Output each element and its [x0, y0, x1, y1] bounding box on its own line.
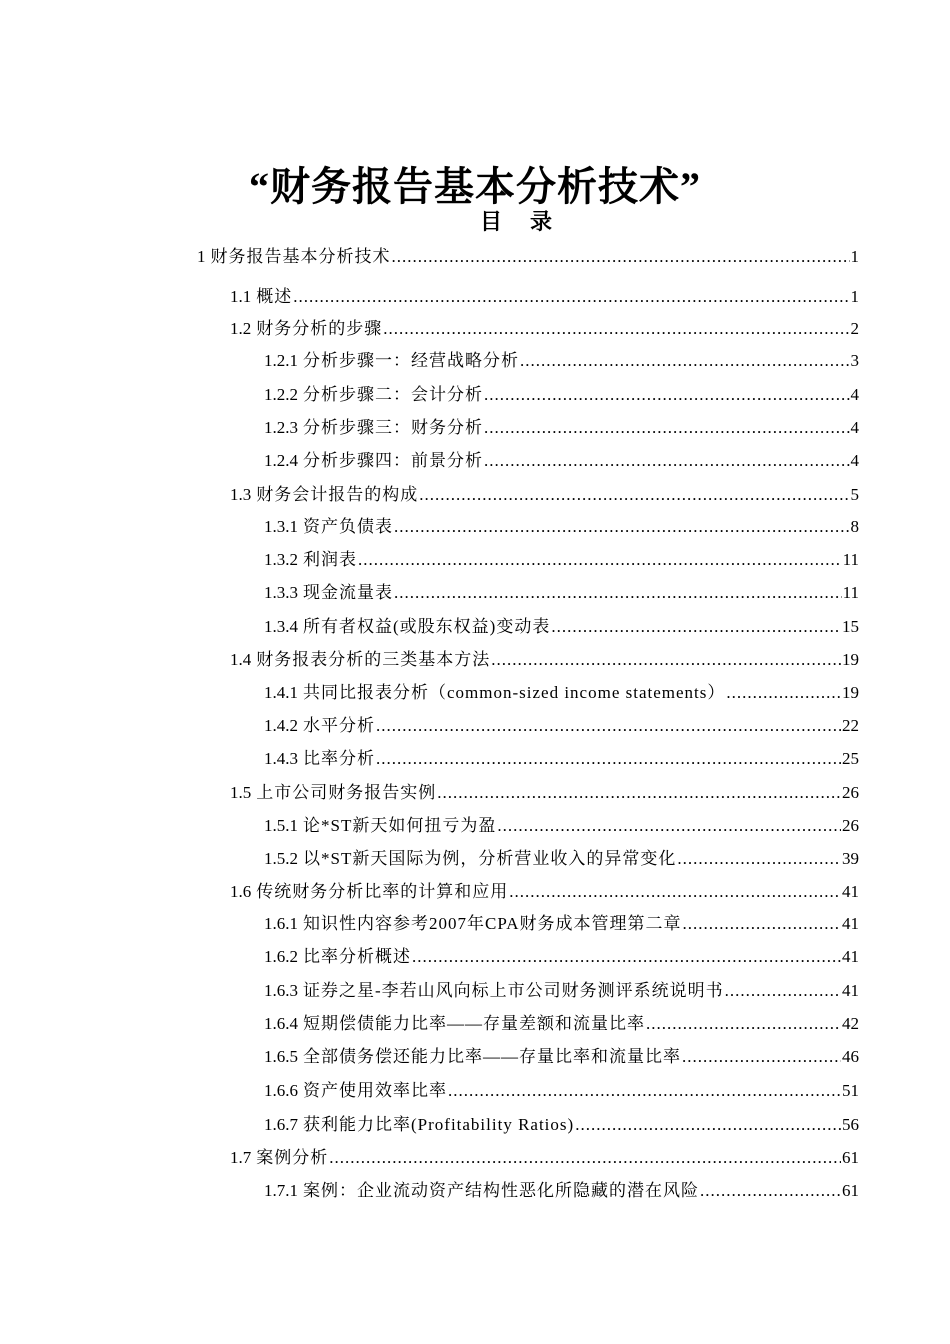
toc-entry-title: 比率分析 [303, 749, 375, 768]
toc-dot-leader [677, 844, 841, 874]
toc-entry[interactable] [264, 446, 859, 476]
toc-entry-number: 1.6.6 [264, 1081, 298, 1100]
toc-entry[interactable] [230, 1143, 859, 1173]
toc-dot-leader [520, 346, 850, 376]
toc-entry-number: 1.7.1 [264, 1181, 298, 1200]
toc-entry-title: 比率分析概述 [303, 947, 411, 966]
toc-entry-title: 财务会计报告的构成 [256, 485, 419, 504]
toc-entry-title: 分析步骤三：财务分析 [303, 418, 483, 437]
toc-dot-leader [419, 480, 849, 510]
toc-entry[interactable] [264, 512, 859, 542]
toc-entry-title: 知识性内容参考2007年CPA财务成本管理第二章 [303, 914, 682, 933]
toc-entry-title: 利润表 [303, 550, 357, 569]
toc-entry[interactable] [264, 1042, 859, 1072]
toc-dot-leader [376, 744, 841, 774]
toc-entry[interactable] [264, 942, 859, 972]
toc-entry-number: 1.3.3 [264, 583, 298, 602]
toc-entry-title: 财务报表分析的三类基本方法 [256, 650, 491, 669]
toc-entry-title: 分析步骤二：会计分析 [303, 385, 483, 404]
toc-dot-leader [484, 380, 850, 410]
toc-entry[interactable] [230, 480, 859, 510]
toc-entry-number: 1.6.2 [264, 947, 298, 966]
document-title: “财务报告基本分析技术” [249, 164, 701, 209]
toc-entry-page-number: 56 [842, 1115, 859, 1134]
toc-entry-page-number: 41 [842, 947, 859, 966]
toc-entry[interactable] [264, 612, 859, 642]
toc-dot-leader [484, 413, 850, 443]
toc-dot-leader [683, 909, 841, 939]
toc-entry-number: 1.4.1 [264, 683, 298, 702]
toc-dot-leader [383, 314, 849, 344]
toc-entry-page-number: 61 [842, 1148, 859, 1167]
toc-entry-title: 资产负债表 [303, 517, 393, 536]
toc-dot-leader [551, 612, 841, 642]
toc-entry-title: 案例分析 [256, 1148, 329, 1167]
toc-entry-title: 所有者权益(或股东权益)变动表 [303, 617, 551, 636]
toc-entry-number: 1.6.5 [264, 1047, 298, 1066]
toc-entry[interactable] [197, 242, 859, 272]
toc-dot-leader [394, 578, 842, 608]
toc-entry-title: 分析步骤一：经营战略分析 [303, 351, 519, 370]
toc-entry-number: 1.2 [230, 319, 252, 338]
toc-entry-page-number: 25 [842, 749, 859, 768]
toc-entry-page-number: 51 [842, 1081, 859, 1100]
toc-entry[interactable] [230, 314, 859, 344]
toc-entry-page-number: 22 [842, 716, 859, 735]
toc-entry[interactable] [230, 645, 859, 675]
toc-entry-page-number: 41 [842, 882, 859, 901]
toc-dot-leader [682, 1042, 841, 1072]
toc-entry-number: 1.6 [230, 882, 252, 901]
toc-dot-leader [394, 512, 850, 542]
toc-entry[interactable] [264, 844, 859, 874]
toc-entry-number: 1.5 [230, 783, 252, 802]
toc-entry[interactable] [264, 909, 859, 939]
toc-entry-title: 获利能力比率(Profitability Ratios) [303, 1115, 575, 1134]
toc-entry-number: 1.4 [230, 650, 252, 669]
toc-dot-leader [726, 678, 841, 708]
toc-entry-title: 财务分析的步骤 [256, 319, 383, 338]
toc-dot-leader [412, 942, 841, 972]
toc-entry[interactable] [264, 811, 859, 841]
toc-entry[interactable] [264, 744, 859, 774]
toc-entry-title: 概述 [256, 287, 293, 306]
toc-entry-number: 1.3.4 [264, 617, 298, 636]
toc-entry-number: 1.6.4 [264, 1014, 298, 1033]
toc-entry-number: 1.5.1 [264, 816, 298, 835]
toc-entry-title: 证券之星-李若山风向标上市公司财务测评系统说明书 [303, 981, 724, 1000]
toc-heading: 目录 [479, 209, 580, 234]
toc-entry-title: 全部债务偿还能力比率——存量比率和流量比率 [303, 1047, 681, 1066]
toc-entry-page-number: 26 [842, 816, 859, 835]
toc-entry[interactable] [264, 413, 859, 443]
toc-entry-number: 1.4.3 [264, 749, 298, 768]
toc-entry-page-number: 2 [850, 319, 859, 338]
toc-entry-page-number: 1 [850, 287, 859, 306]
toc-dot-leader [646, 1009, 841, 1039]
toc-entry-number: 1.3 [230, 485, 252, 504]
toc-entry-page-number: 8 [850, 517, 859, 536]
toc-entry-number: 1.2.4 [264, 451, 298, 470]
toc-dot-leader [497, 811, 841, 841]
toc-dot-leader [575, 1110, 841, 1140]
toc-entry-number: 1 [197, 247, 206, 266]
toc-entry-page-number: 5 [850, 485, 859, 504]
toc-dot-leader [725, 976, 841, 1006]
toc-entry-page-number: 19 [842, 650, 859, 669]
toc-entry-title: 论*ST新天如何扭亏为盈 [303, 816, 497, 835]
toc-entry-page-number: 41 [842, 914, 859, 933]
toc-entry[interactable] [264, 711, 859, 741]
toc-entry[interactable] [264, 1176, 859, 1206]
toc-entry-title: 水平分析 [303, 716, 375, 735]
toc-entry[interactable] [264, 678, 859, 708]
toc-dot-leader [329, 1143, 841, 1173]
toc-dot-leader [491, 645, 841, 675]
toc-entry[interactable] [264, 1076, 859, 1106]
toc-entry-page-number: 42 [842, 1014, 859, 1033]
toc-entry-title: 短期偿债能力比率——存量差额和流量比率 [303, 1014, 645, 1033]
toc-entry-title: 上市公司财务报告实例 [256, 783, 437, 802]
toc-entry-page-number: 26 [842, 783, 859, 802]
toc-dot-leader [358, 545, 842, 575]
toc-entry-number: 1.6.3 [264, 981, 298, 1000]
toc-entry[interactable] [264, 1009, 859, 1039]
toc-dot-leader [484, 446, 850, 476]
toc-entry[interactable] [230, 877, 859, 907]
toc-entry[interactable] [264, 1110, 859, 1140]
toc-entry-page-number: 11 [842, 583, 859, 602]
toc-entry[interactable] [264, 380, 859, 410]
toc-entry-page-number: 19 [842, 683, 859, 702]
toc-entry[interactable] [264, 578, 859, 608]
toc-entry-number: 1.5.2 [264, 849, 298, 868]
toc-entry-number: 1.6.1 [264, 914, 298, 933]
toc-entry-title: 共同比报表分析（common-sized income statements） [303, 683, 726, 702]
toc-entry-title: 现金流量表 [303, 583, 393, 602]
toc-entry-page-number: 61 [842, 1181, 859, 1200]
toc-entry-title: 以*ST新天国际为例，分析营业收入的异常变化 [303, 849, 677, 868]
toc-entry-page-number: 39 [842, 849, 859, 868]
toc-entry-page-number: 1 [850, 247, 859, 266]
toc-dot-leader [376, 711, 841, 741]
toc-entry-title: 案例：企业流动资产结构性恶化所隐藏的潜在风险 [303, 1181, 699, 1200]
toc-entry-page-number: 3 [850, 351, 859, 370]
toc-dot-leader [293, 282, 849, 312]
toc-entry[interactable] [264, 545, 859, 575]
toc-entry-title: 传统财务分析比率的计算和应用 [256, 882, 509, 901]
toc-entry-number: 1.2.1 [264, 351, 298, 370]
toc-entry-title: 资产使用效率比率 [303, 1081, 447, 1100]
toc-dot-leader [392, 242, 850, 272]
toc-entry-title: 财务报告基本分析技术 [210, 247, 391, 266]
toc-entry-title: 分析步骤四：前景分析 [303, 451, 483, 470]
toc-entry-number: 1.3.2 [264, 550, 298, 569]
toc-dot-leader [509, 877, 841, 907]
toc-dot-leader [437, 778, 841, 808]
toc-entry-page-number: 41 [842, 981, 859, 1000]
toc-entry-page-number: 4 [850, 418, 859, 437]
toc-entry-number: 1.1 [230, 287, 252, 306]
toc-dot-leader [700, 1176, 841, 1206]
toc-entry[interactable] [230, 282, 859, 312]
toc-entry-number: 1.2.3 [264, 418, 298, 437]
toc-entry-page-number: 4 [850, 451, 859, 470]
toc-entry-page-number: 15 [842, 617, 859, 636]
toc-dot-leader [448, 1076, 841, 1106]
toc-entry-number: 1.4.2 [264, 716, 298, 735]
toc-entry-number: 1.7 [230, 1148, 252, 1167]
toc-entry-number: 1.3.1 [264, 517, 298, 536]
toc-entry-page-number: 46 [842, 1047, 859, 1066]
toc-entry[interactable] [230, 778, 859, 808]
toc-entry-page-number: 4 [850, 385, 859, 404]
toc-entry[interactable] [264, 346, 859, 376]
toc-entry-number: 1.6.7 [264, 1115, 298, 1134]
toc-entry[interactable] [264, 976, 859, 1006]
toc-entry-number: 1.2.2 [264, 385, 298, 404]
toc-entry-page-number: 11 [842, 550, 859, 569]
